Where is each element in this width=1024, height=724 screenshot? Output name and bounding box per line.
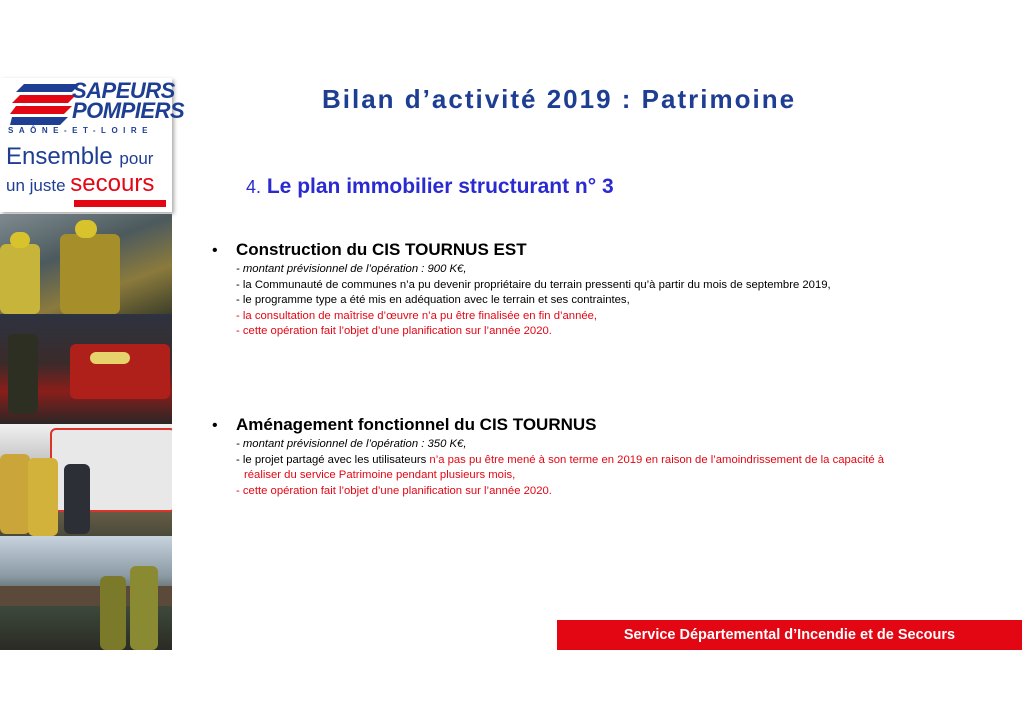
sdis-logo bbox=[0, 78, 185, 212]
section-subtitle bbox=[246, 175, 614, 199]
footer-banner: Service Départemental d’Incendie et de Secours bbox=[557, 620, 1022, 650]
text-line: - cette opération fait l’objet d’une planification sur l’année 2020. bbox=[236, 325, 552, 337]
text-line: - montant prévisionnel de l’opération : 350 K€, bbox=[236, 438, 467, 450]
section-heading: Aménagement fonctionnel du CIS TOURNUS bbox=[236, 415, 597, 434]
section-construction-cis-tournus-est bbox=[212, 240, 1002, 340]
subtitle-text: Le plan immobilier structurant n° 3 bbox=[266, 175, 614, 198]
photo-fire-truck-night bbox=[0, 314, 172, 424]
photo-ambulance-rescue bbox=[0, 424, 172, 536]
subtitle-number: 4. bbox=[246, 177, 262, 197]
text-line: - cette opération fait l’objet d’une planification sur l’année 2020. bbox=[236, 484, 552, 497]
logo-word-pompiers: POMPIERS bbox=[72, 98, 185, 123]
sidebar bbox=[0, 78, 185, 650]
logo-department: SAÔNE-ET-LOIRE bbox=[8, 126, 154, 135]
logo-word-sapeurs: SAPEURS bbox=[72, 78, 175, 103]
page-title: Bilan d’activité 2019 : Patrimoine bbox=[322, 84, 797, 114]
section-lines bbox=[236, 262, 1002, 340]
text-line-red-part: n’a pas pu être mené à son terme en 2019 en raison de l’amoindrissement de la capacité à bbox=[429, 453, 885, 466]
photo-wildfire bbox=[0, 536, 172, 650]
text-line-black-part: - le projet partagé avec les utilisateurs bbox=[236, 453, 427, 466]
text-line bbox=[236, 453, 1002, 469]
slogan-pour: pour bbox=[119, 149, 154, 168]
section-heading: Construction du CIS TOURNUS EST bbox=[236, 240, 527, 259]
slogan-secours: secours bbox=[70, 170, 155, 197]
slogan-un-juste: un juste bbox=[6, 176, 66, 195]
flag-stripes-icon bbox=[10, 84, 80, 126]
photo-rescue-accident bbox=[0, 214, 172, 314]
bullet-icon: • bbox=[212, 417, 218, 434]
section-amenagement-cis-tournus bbox=[212, 415, 1002, 499]
logo-red-bar bbox=[74, 200, 166, 207]
logo-slogan-line1 bbox=[6, 144, 153, 172]
text-line: - montant prévisionnel de l’opération : 900 K€, bbox=[236, 263, 467, 275]
slogan-ensemble: Ensemble bbox=[6, 143, 113, 170]
text-line: réaliser du service Patrimoine pendant plusieurs mois, bbox=[244, 469, 516, 481]
bullet-icon: • bbox=[212, 242, 218, 259]
section-lines bbox=[236, 437, 1002, 499]
text-line: - la Communauté de communes n’a pu devenir propriétaire du terrain pressenti qu’à partir du mois de septembre 2019, bbox=[236, 278, 831, 291]
logo-slogan-line2 bbox=[6, 172, 154, 198]
text-line: - le programme type a été mis en adéquation avec le terrain et ses contraintes, bbox=[236, 294, 630, 306]
text-line: - la consultation de maîtrise d’œuvre n’a pu être finalisée en fin d’année, bbox=[236, 309, 598, 322]
